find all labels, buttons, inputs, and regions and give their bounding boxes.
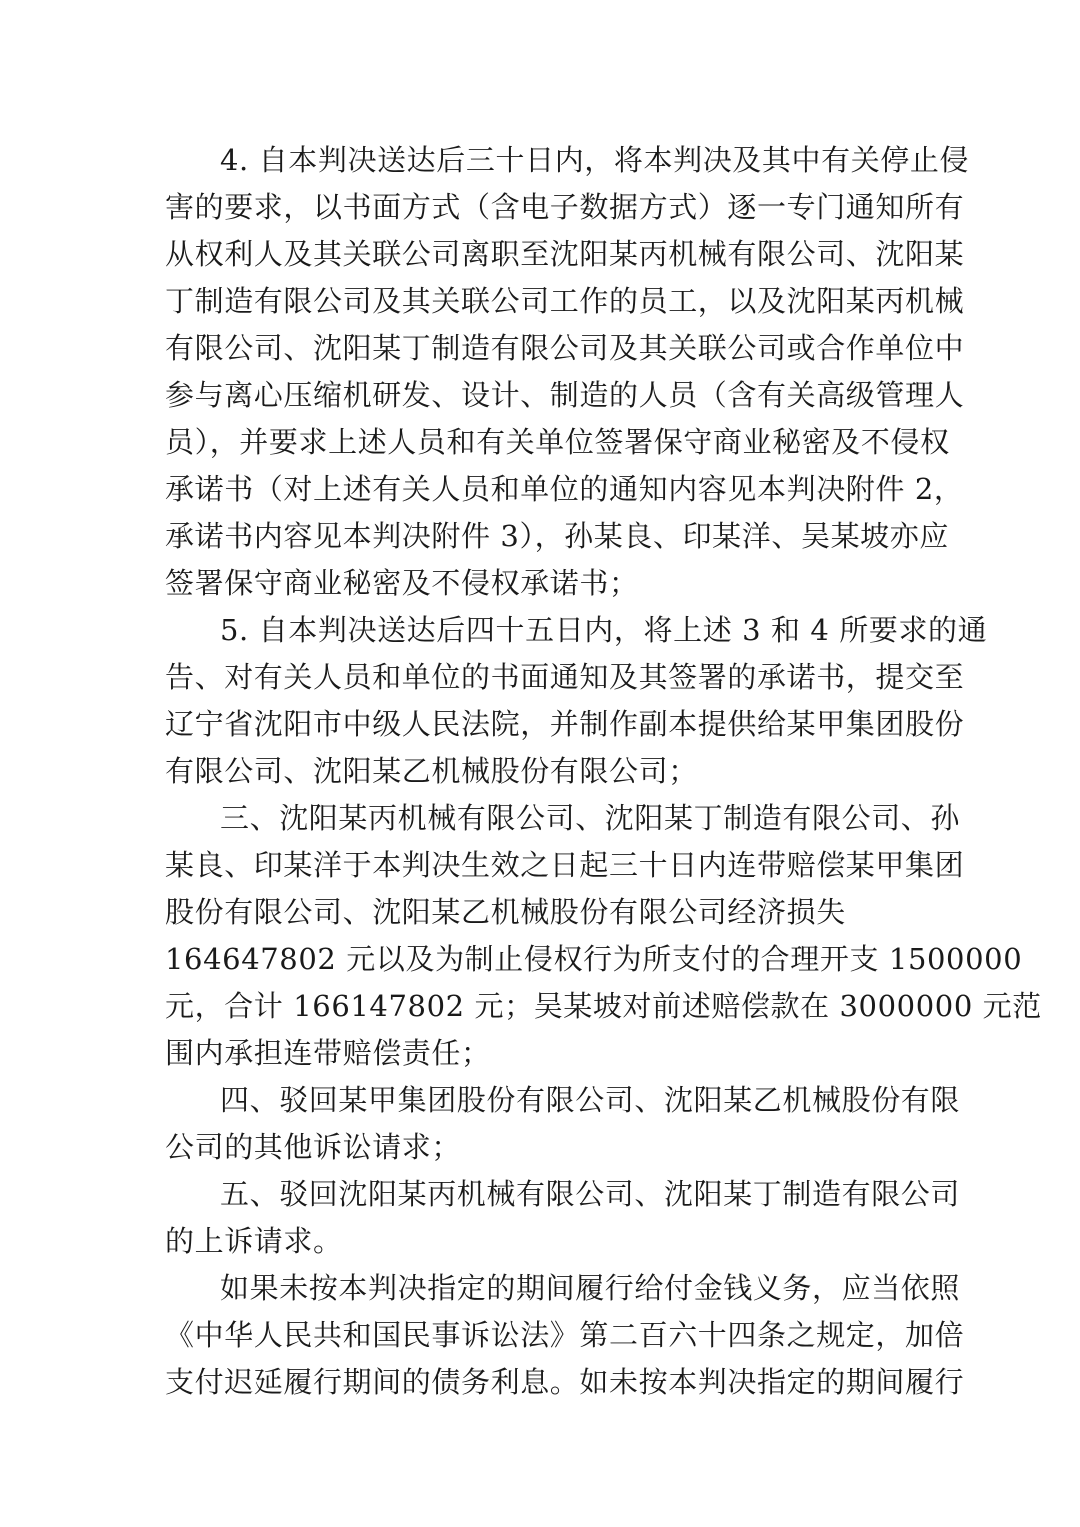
text-line-24: 的上诉请求。 (165, 1224, 343, 1258)
text-line-1: 4. 自本判决送达后三十日内，将本判决及其中有关停止侵 (220, 143, 970, 177)
text-line-2: 害的要求，以书面方式（含电子数据方式）逐一专门通知所有 (165, 190, 965, 224)
text-line-22: 公司的其他诉讼请求； (165, 1130, 462, 1164)
text-line-11: 5. 自本判决送达后四十五日内，将上述 3 和 4 所要求的通 (220, 613, 988, 647)
text-line-8: 承诺书（对上述有关人员和单位的通知内容见本判决附件 2， (165, 472, 964, 506)
text-line-26: 《中华人民共和国民事诉讼法》第二百六十四条之规定，加倍 (165, 1318, 965, 1352)
text-line-18: 164647802 元以及为制止侵权行为所支付的合理开支 1500000 (165, 942, 1023, 976)
text-line-4: 丁制造有限公司及其关联公司工作的员工，以及沈阳某丙机械 (165, 284, 965, 318)
text-line-19: 元，合计 166147802 元；吴某坡对前述赔偿款在 3000000 元范 (165, 989, 1042, 1023)
text-line-14: 有限公司、沈阳某乙机械股份有限公司； (165, 754, 698, 788)
text-line-3: 从权利人及其关联公司离职至沈阳某丙机械有限公司、沈阳某 (165, 237, 965, 271)
text-line-21: 四、驳回某甲集团股份有限公司、沈阳某乙机械股份有限 (220, 1083, 961, 1117)
text-line-12: 告、对有关人员和单位的书面通知及其签署的承诺书，提交至 (165, 660, 965, 694)
text-line-13: 辽宁省沈阳市中级人民法院，并制作副本提供给某甲集团股份 (165, 707, 965, 741)
text-line-5: 有限公司、沈阳某丁制造有限公司及其关联公司或合作单位中 (165, 331, 965, 365)
text-line-17: 股份有限公司、沈阳某乙机械股份有限公司经济损失 (165, 895, 846, 929)
text-line-6: 参与离心压缩机研发、设计、制造的人员（含有关高级管理人 (165, 378, 965, 412)
text-line-27: 支付迟延履行期间的债务利息。如未按本判决指定的期间履行 (165, 1365, 965, 1399)
text-line-25: 如果未按本判决指定的期间履行给付金钱义务，应当依照 (220, 1271, 961, 1305)
text-line-15: 三、沈阳某丙机械有限公司、沈阳某丁制造有限公司、孙 (220, 801, 961, 835)
text-line-23: 五、驳回沈阳某丙机械有限公司、沈阳某丁制造有限公司 (220, 1177, 961, 1211)
text-line-20: 围内承担连带赔偿责任； (165, 1036, 491, 1070)
text-line-10: 签署保守商业秘密及不侵权承诺书； (165, 566, 639, 600)
text-line-7: 员），并要求上述人员和有关单位签署保守商业秘密及不侵权 (165, 425, 950, 459)
text-line-9: 承诺书内容见本判决附件 3），孙某良、印某洋、吴某坡亦应 (165, 519, 949, 553)
text-line-16: 某良、印某洋于本判决生效之日起三十日内连带赔偿某甲集团 (165, 848, 965, 882)
